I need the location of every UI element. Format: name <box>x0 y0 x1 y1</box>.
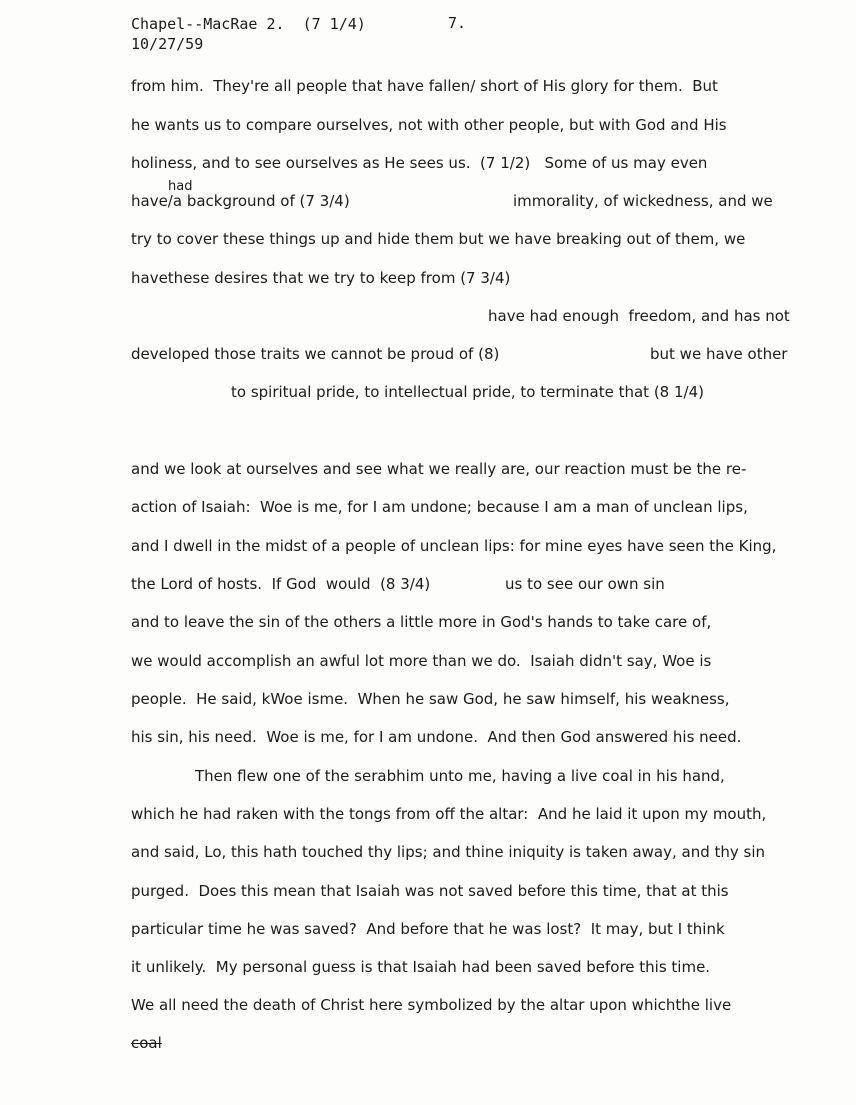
text-line-4b: immorality, of wickedness, and we <box>513 192 773 210</box>
text-line-25-struck: coal <box>131 1034 162 1052</box>
text-line-7: have had enough freedom, and has not <box>488 307 790 325</box>
text-line-11: action of Isaiah: Woe is me, for I am undone; because I am a man of unclean lips, <box>131 498 748 516</box>
text-line-12: and I dwell in the midst of a people of unclean lips: for mine eyes have seen the King, <box>131 537 777 555</box>
text-line-19: which he had raken with the tongs from off the altar: And he laid it upon my mouth, <box>131 805 767 823</box>
text-line-18: Then flew one of the serabhim unto me, having a live coal in his hand, <box>195 767 725 785</box>
text-line-21: purged. Does this mean that Isaiah was not saved before this time, that at this <box>131 882 729 900</box>
text-line-3: holiness, and to see ourselves as He sees us. (7 1/2) Some of us may even <box>131 154 708 172</box>
text-line-17: his sin, his need. Woe is me, for I am undone. And then God answered his need. <box>131 728 742 746</box>
header-title: Chapel--MacRae 2. (7 1/4) <box>131 15 366 33</box>
text-line-4a: have/a background of (7 3/4) <box>131 192 350 210</box>
text-line-13a: the Lord of hosts. If God would (8 3/4) <box>131 575 431 593</box>
text-line-9: to spiritual pride, to intellectual pride, to terminate that (8 1/4) <box>231 383 704 401</box>
text-line-22: particular time he was saved? And before that he was lost? It may, but I think <box>131 920 725 938</box>
text-line-24: We all need the death of Christ here symbolized by the altar upon whichthe live <box>131 996 732 1014</box>
text-line-14: and to leave the sin of the others a little more in God's hands to take care of, <box>131 613 712 631</box>
text-line-20: and said, Lo, this hath touched thy lips; and thine iniquity is taken away, and thy sin <box>131 843 766 861</box>
handwritten-insertion: had <box>168 179 193 194</box>
header-date: 10/27/59 <box>131 35 204 53</box>
text-line-23: it unlikely. My personal guess is that Isaiah had been saved before this time. <box>131 958 711 976</box>
text-line-2: he wants us to compare ourselves, not with other people, but with God and His <box>131 116 727 134</box>
text-line-10: and we look at ourselves and see what we really are, our reaction must be the re- <box>131 460 747 478</box>
text-line-5: try to cover these things up and hide them but we have breaking out of them, we <box>131 230 746 248</box>
text-line-8b: but we have other <box>650 345 788 363</box>
text-line-1: from him. They're all people that have fallen/ short of His glory for them. But <box>131 77 718 95</box>
text-line-15: we would accomplish an awful lot more than we do. Isaiah didn't say, Woe is <box>131 652 712 670</box>
text-line-13b: us to see our own sin <box>505 575 665 593</box>
page-number: 7. <box>448 14 467 32</box>
page-header <box>131 14 366 54</box>
text-line-6: havethese desires that we try to keep from (7 3/4) <box>131 269 511 287</box>
text-line-8a: developed those traits we cannot be proud of (8) <box>131 345 500 363</box>
text-line-16: people. He said, kWoe isme. When he saw God, he saw himself, his weakness, <box>131 690 730 708</box>
